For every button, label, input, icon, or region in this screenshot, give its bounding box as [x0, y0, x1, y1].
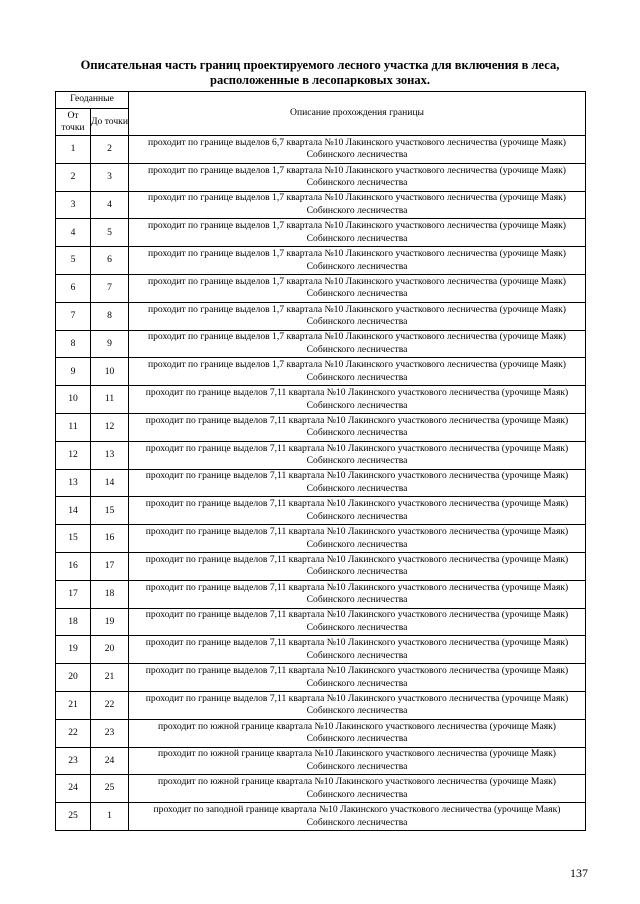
table-row	[56, 691, 586, 719]
cell-from-point: 4	[56, 219, 91, 247]
cell-description: проходит по границе выделов 7,11 квартала №10 Лакинского участкового лесничества (урочище Маяк) Собинского лесничества	[129, 664, 586, 692]
cell-from-point: 5	[56, 247, 91, 275]
cell-from-point: 12	[56, 441, 91, 469]
cell-from-point: 9	[56, 358, 91, 386]
cell-from-point: 7	[56, 302, 91, 330]
table-row	[56, 469, 586, 497]
cell-to-point: 15	[91, 497, 129, 525]
table-row	[56, 191, 586, 219]
cell-to-point: 11	[91, 386, 129, 414]
cell-to-point: 5	[91, 219, 129, 247]
table-body	[56, 136, 586, 831]
table-row	[56, 719, 586, 747]
cell-description: проходит по границе выделов 1,7 квартала №10 Лакинского участкового лесничества (урочище Маяк) Собинского лесничества	[129, 219, 586, 247]
table-row	[56, 497, 586, 525]
cell-from-point: 10	[56, 386, 91, 414]
cell-to-point: 8	[91, 302, 129, 330]
page-number: 137	[570, 866, 588, 880]
cell-description: проходит по южной границе квартала №10 Лакинского участкового лесничества (урочище Маяк) Собинского лесничества	[129, 747, 586, 775]
cell-description: проходит по южной границе квартала №10 Лакинского участкового лесничества (урочище Маяк) Собинского лесничества	[129, 719, 586, 747]
cell-description: проходит по границе выделов 7,11 квартала №10 Лакинского участкового лесничества (урочище Маяк) Собинского лесничества	[129, 469, 586, 497]
cell-to-point: 12	[91, 413, 129, 441]
table-row	[56, 247, 586, 275]
table-row	[56, 358, 586, 386]
cell-to-point: 4	[91, 191, 129, 219]
cell-to-point: 13	[91, 441, 129, 469]
cell-description: проходит по границе выделов 1,7 квартала №10 Лакинского участкового лесничества (урочище Маяк) Собинского лесничества	[129, 274, 586, 302]
cell-description: проходит по южной границе квартала №10 Лакинского участкового лесничества (урочище Маяк) Собинского лесничества	[129, 775, 586, 803]
cell-description: проходит по границе выделов 1,7 квартала №10 Лакинского участкового лесничества (урочище Маяк) Собинского лесничества	[129, 191, 586, 219]
cell-description: проходит по границе выделов 7,11 квартала №10 Лакинского участкового лесничества (урочище Маяк) Собинского лесничества	[129, 636, 586, 664]
cell-to-point: 14	[91, 469, 129, 497]
document-title	[40, 58, 600, 88]
table-row	[56, 441, 586, 469]
table-row	[56, 274, 586, 302]
cell-description: проходит по границе выделов 7,11 квартала №10 Лакинского участкового лесничества (урочище Маяк) Собинского лесничества	[129, 580, 586, 608]
cell-to-point: 20	[91, 636, 129, 664]
header-to-point: До точки	[91, 109, 129, 136]
cell-from-point: 16	[56, 552, 91, 580]
cell-from-point: 23	[56, 747, 91, 775]
title-line-1: Описательная часть границ проектируемого лесного участка для включения в леса,	[80, 58, 560, 72]
title-line-2: расположенные в лесопарковых зонах.	[210, 73, 430, 87]
cell-to-point: 25	[91, 775, 129, 803]
cell-from-point: 24	[56, 775, 91, 803]
header-from-point: От точки	[56, 109, 91, 136]
cell-from-point: 17	[56, 580, 91, 608]
table-row	[56, 636, 586, 664]
cell-description: проходит по границе выделов 1,7 квартала №10 Лакинского участкового лесничества (урочище Маяк) Собинского лесничества	[129, 247, 586, 275]
cell-from-point: 18	[56, 608, 91, 636]
table-row	[56, 608, 586, 636]
table-row	[56, 747, 586, 775]
cell-from-point: 2	[56, 163, 91, 191]
table-row	[56, 580, 586, 608]
cell-from-point: 20	[56, 664, 91, 692]
cell-description: проходит по границе выделов 7,11 квартала №10 Лакинского участкового лесничества (урочище Маяк) Собинского лесничества	[129, 691, 586, 719]
table-row	[56, 386, 586, 414]
cell-to-point: 1	[91, 803, 129, 831]
cell-from-point: 11	[56, 413, 91, 441]
cell-from-point: 1	[56, 136, 91, 164]
cell-description: проходит по границе выделов 7,11 квартала №10 Лакинского участкового лесничества (урочище Маяк) Собинского лесничества	[129, 413, 586, 441]
cell-to-point: 3	[91, 163, 129, 191]
table-row	[56, 552, 586, 580]
header-geodata: Геоданные	[56, 92, 129, 109]
table-row	[56, 413, 586, 441]
cell-from-point: 19	[56, 636, 91, 664]
cell-description: проходит по границе выделов 1,7 квартала №10 Лакинского участкового лесничества (урочище Маяк) Собинского лесничества	[129, 302, 586, 330]
cell-from-point: 13	[56, 469, 91, 497]
table-row	[56, 219, 586, 247]
table-row	[56, 163, 586, 191]
boundary-description-table	[55, 91, 586, 831]
cell-from-point: 6	[56, 274, 91, 302]
cell-to-point: 23	[91, 719, 129, 747]
cell-description: проходит по границе выделов 7,11 квартала №10 Лакинского участкового лесничества (урочище Маяк) Собинского лесничества	[129, 525, 586, 553]
cell-to-point: 6	[91, 247, 129, 275]
cell-description: проходит по границе выделов 1,7 квартала №10 Лакинского участкового лесничества (урочище Маяк) Собинского лесничества	[129, 163, 586, 191]
cell-description: проходит по границе выделов 1,7 квартала №10 Лакинского участкового лесничества (урочище Маяк) Собинского лесничества	[129, 330, 586, 358]
table-row	[56, 302, 586, 330]
cell-from-point: 8	[56, 330, 91, 358]
cell-to-point: 17	[91, 552, 129, 580]
cell-from-point: 21	[56, 691, 91, 719]
cell-to-point: 10	[91, 358, 129, 386]
table-row	[56, 775, 586, 803]
cell-from-point: 25	[56, 803, 91, 831]
cell-to-point: 7	[91, 274, 129, 302]
cell-description: проходит по границе выделов 6,7 квартала №10 Лакинского участкового лесничества (урочище Маяк) Собинского лесничества	[129, 136, 586, 164]
cell-to-point: 18	[91, 580, 129, 608]
cell-to-point: 24	[91, 747, 129, 775]
cell-from-point: 22	[56, 719, 91, 747]
cell-description: проходит по границе выделов 1,7 квартала №10 Лакинского участкового лесничества (урочище Маяк) Собинского лесничества	[129, 358, 586, 386]
cell-to-point: 16	[91, 525, 129, 553]
cell-to-point: 9	[91, 330, 129, 358]
cell-from-point: 15	[56, 525, 91, 553]
cell-to-point: 21	[91, 664, 129, 692]
cell-from-point: 3	[56, 191, 91, 219]
cell-from-point: 14	[56, 497, 91, 525]
cell-to-point: 19	[91, 608, 129, 636]
table-row	[56, 664, 586, 692]
cell-description: проходит по границе выделов 7,11 квартала №10 Лакинского участкового лесничества (урочище Маяк) Собинского лесничества	[129, 608, 586, 636]
cell-description: проходит по границе выделов 7,11 квартала №10 Лакинского участкового лесничества (урочище Маяк) Собинского лесничества	[129, 552, 586, 580]
cell-description: проходит по границе выделов 7,11 квартала №10 Лакинского участкового лесничества (урочище Маяк) Собинского лесничества	[129, 497, 586, 525]
cell-description: проходит по границе выделов 7,11 квартала №10 Лакинского участкового лесничества (урочище Маяк) Собинского лесничества	[129, 386, 586, 414]
cell-description: проходит по границе выделов 7,11 квартала №10 Лакинского участкового лесничества (урочище Маяк) Собинского лесничества	[129, 441, 586, 469]
table-row	[56, 330, 586, 358]
table-row	[56, 803, 586, 831]
cell-to-point: 2	[91, 136, 129, 164]
table-row	[56, 525, 586, 553]
header-description: Описание прохождения границы	[129, 92, 586, 136]
table-row	[56, 136, 586, 164]
cell-description: проходит по заподной границе квартала №10 Лакинского участкового лесничества (урочище Маяк) Собинского лесничества	[129, 803, 586, 831]
cell-to-point: 22	[91, 691, 129, 719]
